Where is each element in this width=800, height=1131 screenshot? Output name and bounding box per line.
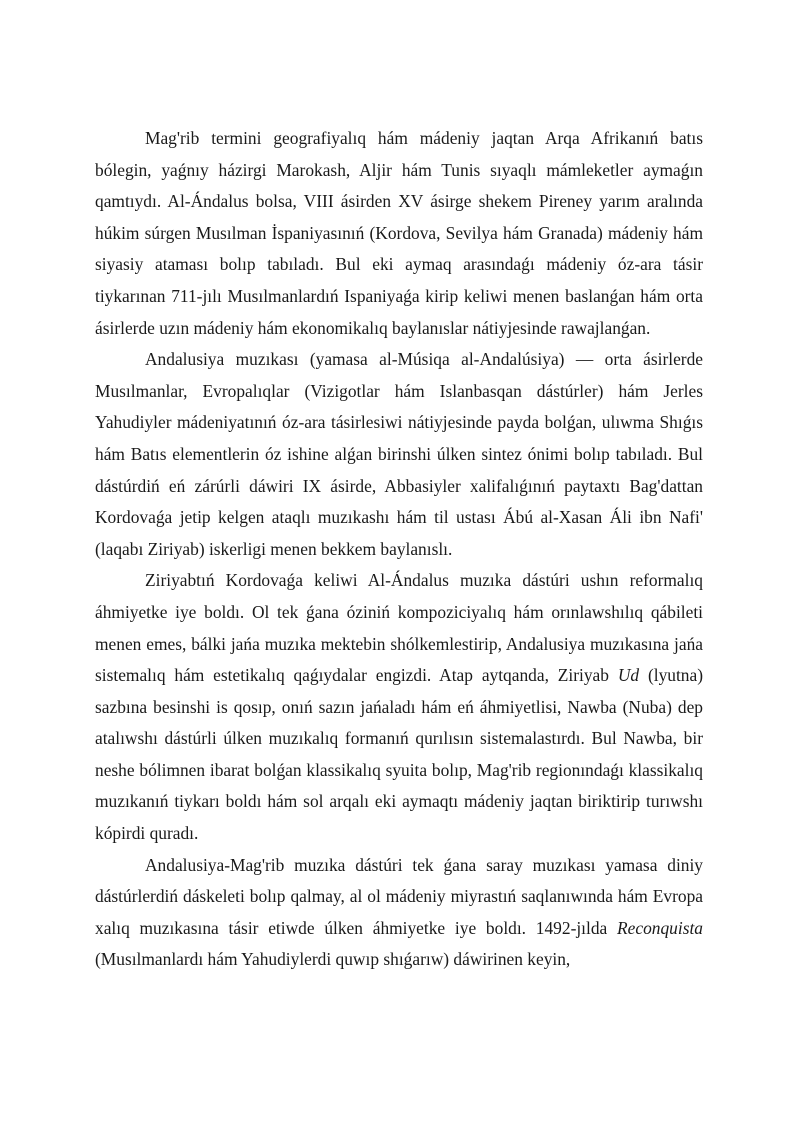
document-page — [95, 123, 703, 976]
italic-term-ud: Ud — [617, 665, 640, 686]
paragraph-4 — [95, 850, 703, 976]
paragraph-text: Mag'rib termini geografiyalıq hám mádeniy jaqtan Arqa Afrikanıń batıs bólegin, yaǵnıy házirgi Marokash, Aljir hám Tunis sıyaqlı mámleketler aymaǵın qamtıydı. Al-Ándalus bolsa, VIII ásirden XV ásirge shekem Pireney yarım aralında húkim súrgen Musılman İspaniyasınıń (Kordova, Sevilya hám Granada) mádeniy hám siyasiy ataması bolıp tabıladı. Bul eki aymaq arasındaǵı mádeniy óz-ara tásir tiykarınan 711-jılı Musılmanlardıń Ispaniyaǵa kirip keliwi menen baslanǵan hám orta ásirlerde uzın mádeniy hám ekonomikalıq baylanıslar nátiyjesinde rawajlanǵan. — [95, 128, 703, 338]
paragraph-text: (Musılmanlardı hám Yahudiylerdi quwıp shıǵarıw) dáwirinen keyin, — [95, 949, 571, 970]
paragraph-text: Andalusiya muzıkası (yamasa al-Músiqa al-Andalúsiya) — orta ásirlerde Musılmanlar, Evropalıqlar (Vizigotlar hám Islanbasqan dástúrler) hám Jerles Yahudiyler mádeniyatınıń óz-ara tásirlesiwi nátiyjesinde payda bolǵan, ulıwma Shıǵıs hám Batıs elementlerin óz ishine alǵan birinshi úlken sintez ónimi bolıp tabıladı. Bul dástúrdiń eń zárúrli dáwiri IX ásirde, Abbasiyler xalifalıǵınıń paytaxtı Bag'dattan Kordovaǵa jetip kelgen ataqlı muzıkashı hám til ustası Ábú al-Xasan Áli ibn Nafi' (laqabı Ziriyab) iskerligi menen bekkem baylanıslı. — [95, 349, 703, 559]
paragraph-text: Ziriyabtıń Kordovaǵa keliwi Al-Ándalus muzıka dástúri ushın reformalıq áhmiyetke iye boldı. Ol tek ǵana óziniń kompoziciyalıq hám orınlawshılıq qábileti menen emes, bálki jańa muzıka mektebin shólkemlestirip, Andalusiya muzıkasına jańa sistemalıq hám estetikalıq qaǵıydalar engizdi. Atap aytqanda, Ziriyab — [95, 570, 703, 686]
paragraph-text: Andalusiya-Mag'rib muzıka dástúri tek ǵana saray muzıkası yamasa diniy dástúrlerdiń dáskeleti bolıp qalmay, al ol mádeniy miyrastıń saqlanıwında hám Evropa xalıq muzıkasına tásir etiwde úlken áhmiyetke iye boldı. 1492-jılda — [95, 854, 703, 938]
paragraph-text: (lyutna) sazbına besinshi is qosıp, onıń sazın jańaladı hám eń áhmiyetlisi, Nawba (Nuba) dep atalıwshı dástúrli úlken muzıkalıq formanıń qurılısın sistemalastırdı. Bul Nawba, bir neshe bólimnen ibarat bolǵan klassikalıq syuita bolıp, Mag'rib regionındaǵı klassikalıq muzıkanıń tiykarı boldı hám sol arqalı eki aymaqtı mádeniy jaqtan biriktirip turıwshı kópirdi quradı. — [95, 665, 703, 844]
italic-term-reconquista: Reconquista — [617, 917, 703, 938]
paragraph-3 — [95, 565, 703, 849]
paragraph-2 — [95, 344, 703, 565]
paragraph-1 — [95, 123, 703, 344]
